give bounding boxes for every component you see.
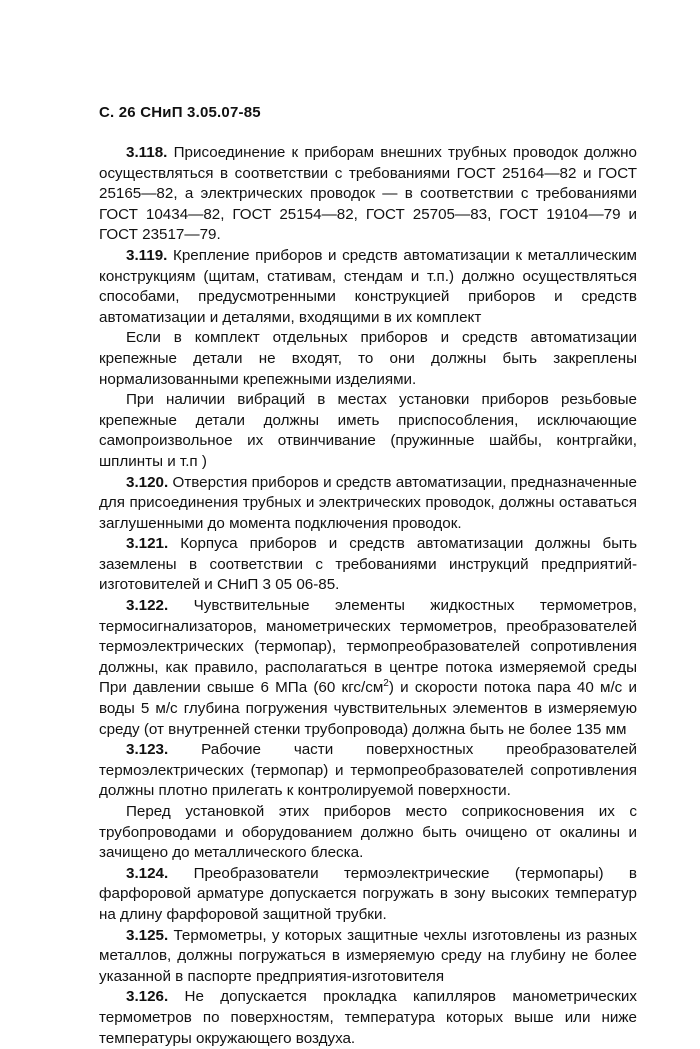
- paragraph-text: Не допускается прокладка капилляров манометрических термометров по поверхностям, температура которых выше или ниже температуры окружающего воздуха.: [99, 988, 637, 1047]
- paragraph-text: Крепление приборов и средств автоматизации к металлическим конструкциям (щитам, стативам, стендам и т.п.) должно осуществляться способами, предусмотренными конструкцией приборов и средств автоматизации и деталями, входящими в их комплект: [99, 246, 637, 326]
- clause-number: 3.124.: [126, 864, 169, 882]
- paragraph-3-125: [99, 926, 637, 988]
- clause-number: 3.123.: [126, 741, 169, 759]
- clause-number: 3.120.: [126, 473, 169, 491]
- clause-number: 3.121.: [126, 535, 169, 553]
- paragraph-3-118: [99, 143, 637, 246]
- paragraph-text: Присоединение к приборам внешних трубных проводок должно осуществляться в соответствии с требованиями ГОСТ 25164—82 и ГОСТ 25165—82, а электрических проводок — в соответствии с требованиями ГОСТ 10434—82, ГОСТ 25154—82, ГОСТ 25705—83, ГОСТ 19104—79 и ГОСТ 23517—79.: [99, 144, 637, 244]
- paragraph-3-119: [99, 246, 637, 328]
- paragraph-text: ) и скорости потока пара 40 м/с и воды 5 м/с глубина погружения чувствительных элементов в измеряемую среду (от внутренней стенки трубопровода) должна быть не более 135 мм: [99, 679, 637, 738]
- clause-number: 3.119.: [126, 246, 168, 264]
- paragraph-3-124: [99, 864, 637, 926]
- paragraph-text: Чувствительные элементы жидкостных термометров, термосигнализаторов, манометрических термометров, преобразователей термоэлектрических (термопар), термопреобразователей сопротивления должны, как правило, располагаться в центре потока измеряемой среды При давлении свыше 6 МПа (60 кгс/см: [99, 597, 637, 697]
- paragraph-text: Преобразователи термоэлектрические (термопары) в фарфоровой арматуре допускается погружать в зону высоких температур на длину фарфоровой защитной трубки.: [99, 864, 637, 923]
- paragraph-text: Перед установкой этих приборов место соприкосновения их с трубопроводами и оборудованием должно быть очищено от окалины и зачищено до металлического блеска.: [99, 803, 637, 862]
- clause-number: 3.118.: [126, 144, 168, 161]
- paragraph-3-123: [99, 740, 637, 802]
- clause-number: 3.126.: [126, 988, 169, 1006]
- paragraph-text: Термометры, у которых защитные чехлы изготовлены из разных металлов, должны погружаться в измеряемую среду на глубину не более указанной в паспорте предприятия-изготовителя: [99, 926, 637, 985]
- paragraph-text: Если в комплект отдельных приборов и средств автоматизации крепежные детали не входят, то они должны быть закреплены нормализованными крепежными изделиями.: [99, 329, 637, 388]
- paragraph-text: При наличии вибраций в местах установки приборов резьбовые крепежные детали должны иметь приспособления, исключающие самопроизвольное их отвинчивание (пружинные шайбы, контргайки, шплинты и т.п ): [99, 391, 637, 470]
- document-body: [99, 143, 637, 1049]
- page-header: С. 26 СНиП 3.05.07-85: [99, 104, 261, 121]
- clause-number: 3.122.: [126, 597, 169, 615]
- paragraph-text-block: [99, 802, 637, 864]
- paragraph-3-121: [99, 534, 637, 596]
- paragraph-text: Отверстия приборов и средств автоматизации, предназначенные для присоединения трубных и электрических проводок, должны оставаться заглушенными до момента подключения проводок.: [99, 473, 637, 532]
- clause-number: 3.125.: [126, 926, 169, 944]
- paragraph-text: Корпуса приборов и средств автоматизации должны быть заземлены в соответствии с требованиями инструкций предприятий-изготовителей и СНиП 3 05 06-85.: [99, 535, 637, 594]
- paragraph-text-block: [99, 390, 637, 472]
- superscript: 2: [383, 678, 389, 690]
- paragraph-text-block: [99, 328, 637, 390]
- paragraph-3-120: [99, 473, 637, 535]
- paragraph-text: Рабочие части поверхностных преобразователей термоэлектрических (термопар) и термопреобразователей сопротивления должны плотно прилегать к контролируемой поверхности.: [99, 741, 637, 800]
- paragraph-3-122: [99, 596, 637, 740]
- paragraph-3-126: [99, 987, 637, 1049]
